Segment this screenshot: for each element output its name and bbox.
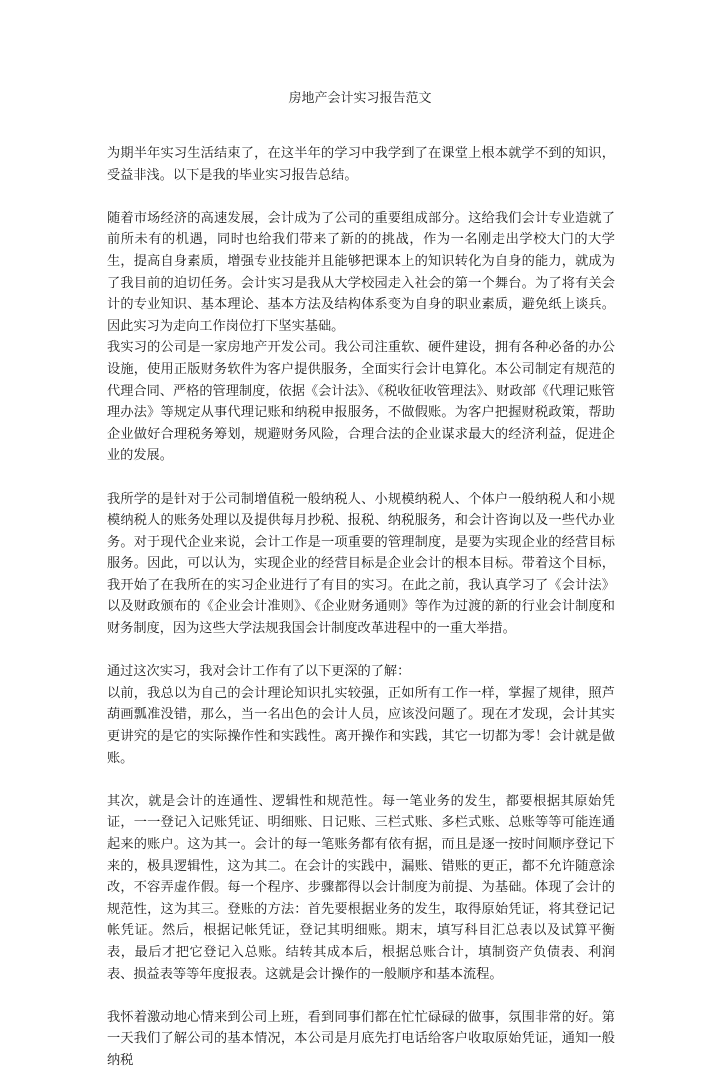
- paragraph-practice-importance: 以前，我总以为自己的会计理论知识扎实较强，正如所有工作一样，掌握了规律，照芦葫画瓢准没错，那么，当一名出色的会计人员，应该没问题了。现在才发现，会计其实更讲究的是它的实际操作性和实践性。离开操作和实践，其它一切都为零！会计就是做账。: [107, 685, 615, 766]
- paragraph-learned-scope: 我所学的是针对于公司制增值税一般纳税人、小规模纳税人、个体户一般纳税人和小规模纳税人的账务处理以及提供每月抄税、报税、纳税服务，和会计咨询以及一些代办业务。对于现代企业来说，会计工作是一项重要的管理制度，是要为实现企业的经营目标服务。因此，可以认为，实现企业的经营目标是企业会计的根本目标。带着这个目标，我开始了在我所在的实习企业进行了有目的实习。在此之前，我认真学习了《会计法》以及财政颁布的《企业会计准则》、《企业财务通则》等作为过渡的新的行业会计制度和财务制度，因为这些大学法规我国会计制度改革进程中的一重大举措。: [107, 491, 615, 637]
- paragraph-understanding-heading: 通过这次实习，我对会计工作有了以下更深的了解：: [107, 664, 411, 680]
- paragraph-intro: 为期半年实习生活结束了，在这半年的学习中我学到了在课堂上根本就学不到的知识，受益非浅。以下是我的毕业实习报告总结。: [107, 146, 615, 183]
- paragraph-gap: [107, 769, 615, 791]
- paragraph-gap: [107, 640, 615, 662]
- paragraph-gap: [107, 985, 615, 1007]
- paragraph-gap: [107, 467, 615, 489]
- paragraph-first-day: 我怀着激动地心情来到公司上班，看到同事们都在忙忙碌碌的做事，氛围非常的好。第一天我们了解公司的基本情况，本公司是月底先打电话给客户收取原始凭证，通知一般纳税: [107, 1009, 615, 1068]
- paragraph-gap: [107, 186, 615, 208]
- document-body: [107, 143, 615, 1072]
- paragraph-accounting-logic: 其次，就是会计的连通性、逻辑性和规范性。每一笔业务的发生，都要根据其原始凭证，一一登记入记账凭证、明细账、日记账、三栏式账、多栏式账、总账等等可能连通起来的账户。这为其一。会计的每一笔账务都有依有据，而且是逐一按时间顺序登记下来的，极具逻辑性，这为其二。在会计的实践中，漏账、错账的更正，都不允许随意涂改，不容弄虚作假。每一个程序、步骤都得以会计制度为前提、为基础。体现了会计的规范性，这为其三。登账的方法：首先要根据业务的发生，取得原始凭证，将其登记记帐凭证。然后，根据记帐凭证，登记其明细账。期末，填写科目汇总表以及试算平衡表，最后才把它登记入总账。结转其成本后，根据总账合计，填制资产负债表、利润表、损益表等等年度报表。这就是会计操作的一般顺序和基本流程。: [107, 793, 615, 982]
- paragraph-market-background: 随着市场经济的高速发展，会计成为了公司的重要组成部分。这给我们会计专业造就了前所未有的机遇，同时也给我们带来了新的的挑战，作为一名刚走出学校大门的大学生，提高自身素质，增强专业技能并且能够把课本上的知识转化为自身的能力，就成为了我目前的迫切任务。会计实习是我从大学校园走入社会的第一个舞台。为了将有关会计的专业知识、基本理论、基本方法及结构体系变为自身的职业素质，避免纸上谈兵。因此实习为走向工作岗位打下坚实基础。: [107, 210, 615, 334]
- paragraph-company-profile: 我实习的公司是一家房地产开发公司。我公司注重软、硬件建设，拥有各种必备的办公设施，使用正版财务软件为客户提供服务，全面实行会计电算化。本公司制定有规范的代理合同、严格的管理制度，依据《会计法》、《税收征收管理法》、财政部《代理记账管理办法》等规定从事代理记账和纳税申报服务，不做假账。为客户把握财税政策，帮助企业做好合理税务筹划，规避财务风险，合理合法的企业谋求最大的经济利益，促进企业的发展。: [107, 340, 615, 464]
- document-title: 房地产会计实习报告范文: [288, 91, 432, 106]
